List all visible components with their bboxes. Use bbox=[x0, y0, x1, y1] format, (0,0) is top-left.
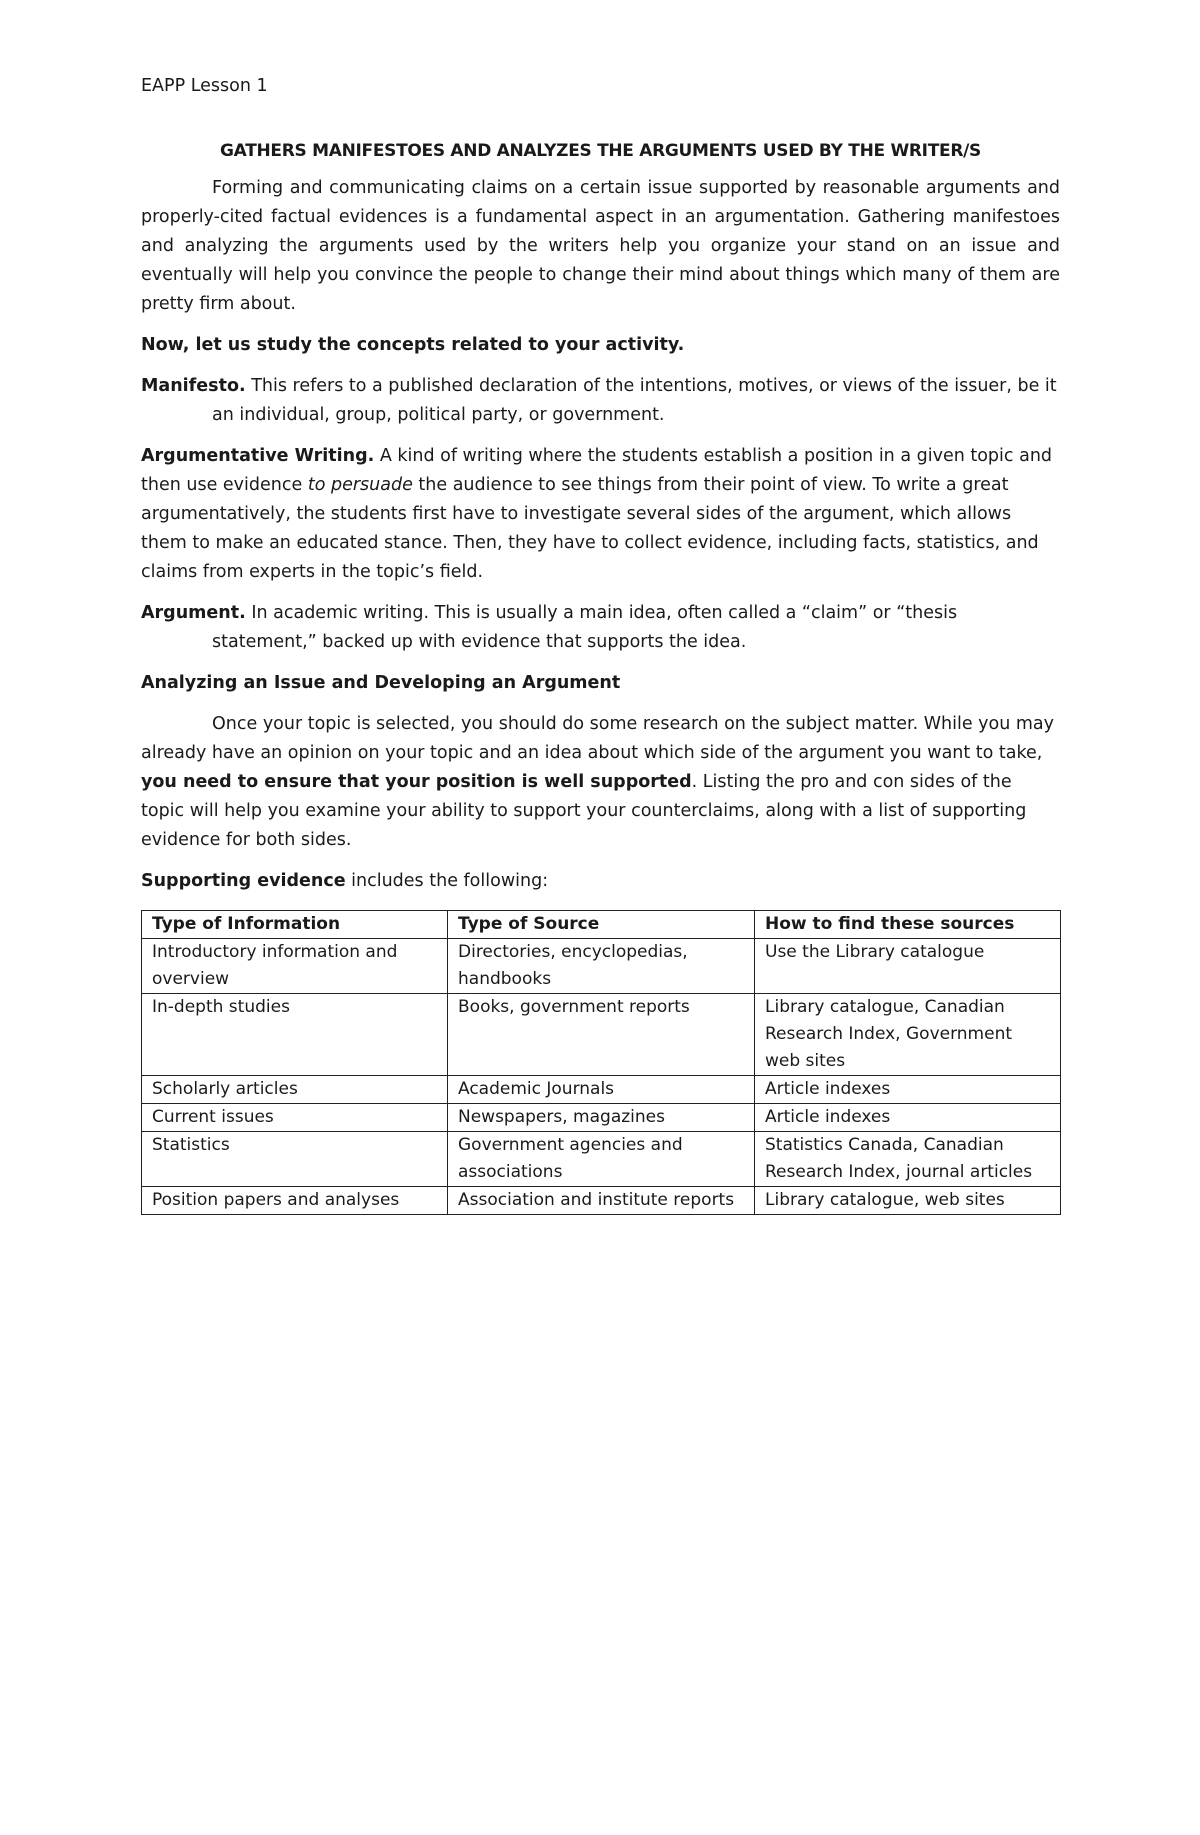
table-row bbox=[142, 939, 1061, 994]
table-cell: Books, government reports bbox=[448, 994, 755, 1076]
table-header-cell: Type of Information bbox=[142, 911, 448, 939]
table-cell: Newspapers, magazines bbox=[448, 1104, 755, 1132]
table-cell: Library catalogue, web sites bbox=[755, 1187, 1061, 1215]
intro-paragraph: Forming and communicating claims on a certain issue supported by reasonable arguments and properly-cited factual evidences is a fundamental aspect in an argumentation. Gathering manifestoes and analyzing the arguments used by the writers help you organize your stand on an issue and eventually will help you convince the people to change their mind about things which many of them are pretty firm about. bbox=[141, 178, 1060, 314]
concepts-heading-text: Now, let us study the concepts related to your activity. bbox=[141, 335, 685, 355]
table-row bbox=[142, 1132, 1061, 1187]
supporting-bold: Supporting evidence bbox=[141, 871, 346, 891]
argument-term: Argument. bbox=[141, 603, 246, 623]
page-header: EAPP Lesson 1 bbox=[141, 76, 268, 96]
supporting-text: includes the following: bbox=[345, 871, 549, 891]
sources-table bbox=[141, 910, 1061, 1215]
document-title: GATHERS MANIFESTOES AND ANALYZES THE ARGUMENTS USED BY THE WRITER/S bbox=[220, 141, 981, 161]
argumentative-text-2: the audience to see things from their point of view. To write a great argumentatively, the students first have to investigate several sides of the argument, which allows them to make an educated stance. Then, they have to collect evidence, including facts, statistics, and claims from experts in the topic’s field. bbox=[141, 475, 1039, 582]
table-header-cell: How to find these sources bbox=[755, 911, 1061, 939]
table-cell: Position papers and analyses bbox=[142, 1187, 448, 1215]
analyzing-heading-text: Analyzing an Issue and Developing an Argument bbox=[141, 673, 621, 693]
supporting-line bbox=[141, 867, 1060, 896]
table-cell: Statistics bbox=[142, 1132, 448, 1187]
analyzing-bold: you need to ensure that your position is well supported bbox=[141, 772, 692, 792]
analyzing-heading bbox=[141, 669, 1060, 698]
table-header-row bbox=[142, 911, 1061, 939]
manifesto-text: This refers to a published declaration of the intentions, motives, or views of the issuer, be it an individual, group, political party, or government. bbox=[212, 376, 1057, 425]
table-row bbox=[142, 1187, 1061, 1215]
table-cell: Scholarly articles bbox=[142, 1076, 448, 1104]
table-cell: Association and institute reports bbox=[448, 1187, 755, 1215]
table-cell: Academic Journals bbox=[448, 1076, 755, 1104]
table-cell: Library catalogue, Canadian Research Index, Government web sites bbox=[755, 994, 1061, 1076]
argumentative-term: Argumentative Writing. bbox=[141, 446, 375, 466]
table-cell: Current issues bbox=[142, 1104, 448, 1132]
table-row bbox=[142, 994, 1061, 1076]
table-cell: Article indexes bbox=[755, 1104, 1061, 1132]
analyzing-paragraph bbox=[141, 710, 1060, 855]
table-cell: In-depth studies bbox=[142, 994, 448, 1076]
table-cell: Statistics Canada, Canadian Research Index, journal articles bbox=[755, 1132, 1061, 1187]
argumentative-text-1: A kind of writing where the students establish a position in a given topic and then use evidence bbox=[141, 446, 1053, 495]
table-cell: Use the Library catalogue bbox=[755, 939, 1061, 994]
table-row bbox=[142, 1076, 1061, 1104]
analyzing-text-2: . Listing the pro and con sides of the topic will help you examine your ability to support your counterclaims, along with a list of supporting evidence for both sides. bbox=[141, 772, 1027, 850]
table-cell: Introductory information and overview bbox=[142, 939, 448, 994]
analyzing-text-1: Once your topic is selected, you should do some research on the subject matter. While you may already have an opinion on your topic and an idea about which side of the argument you want to take, bbox=[141, 714, 1054, 763]
concepts-heading bbox=[141, 331, 1060, 360]
table-header-cell: Type of Source bbox=[448, 911, 755, 939]
table-cell: Directories, encyclopedias, handbooks bbox=[448, 939, 755, 994]
table-row bbox=[142, 1104, 1061, 1132]
argumentative-italic: to persuade bbox=[307, 475, 413, 495]
manifesto-definition bbox=[141, 372, 1060, 430]
argument-text: In academic writing. This is usually a main idea, often called a “claim” or “thesis statement,” backed up with evidence that supports the idea. bbox=[212, 603, 958, 652]
table-cell: Article indexes bbox=[755, 1076, 1061, 1104]
manifesto-term: Manifesto. bbox=[141, 376, 246, 396]
table-cell: Government agencies and associations bbox=[448, 1132, 755, 1187]
argumentative-definition bbox=[141, 442, 1060, 587]
argument-definition bbox=[141, 599, 1060, 657]
